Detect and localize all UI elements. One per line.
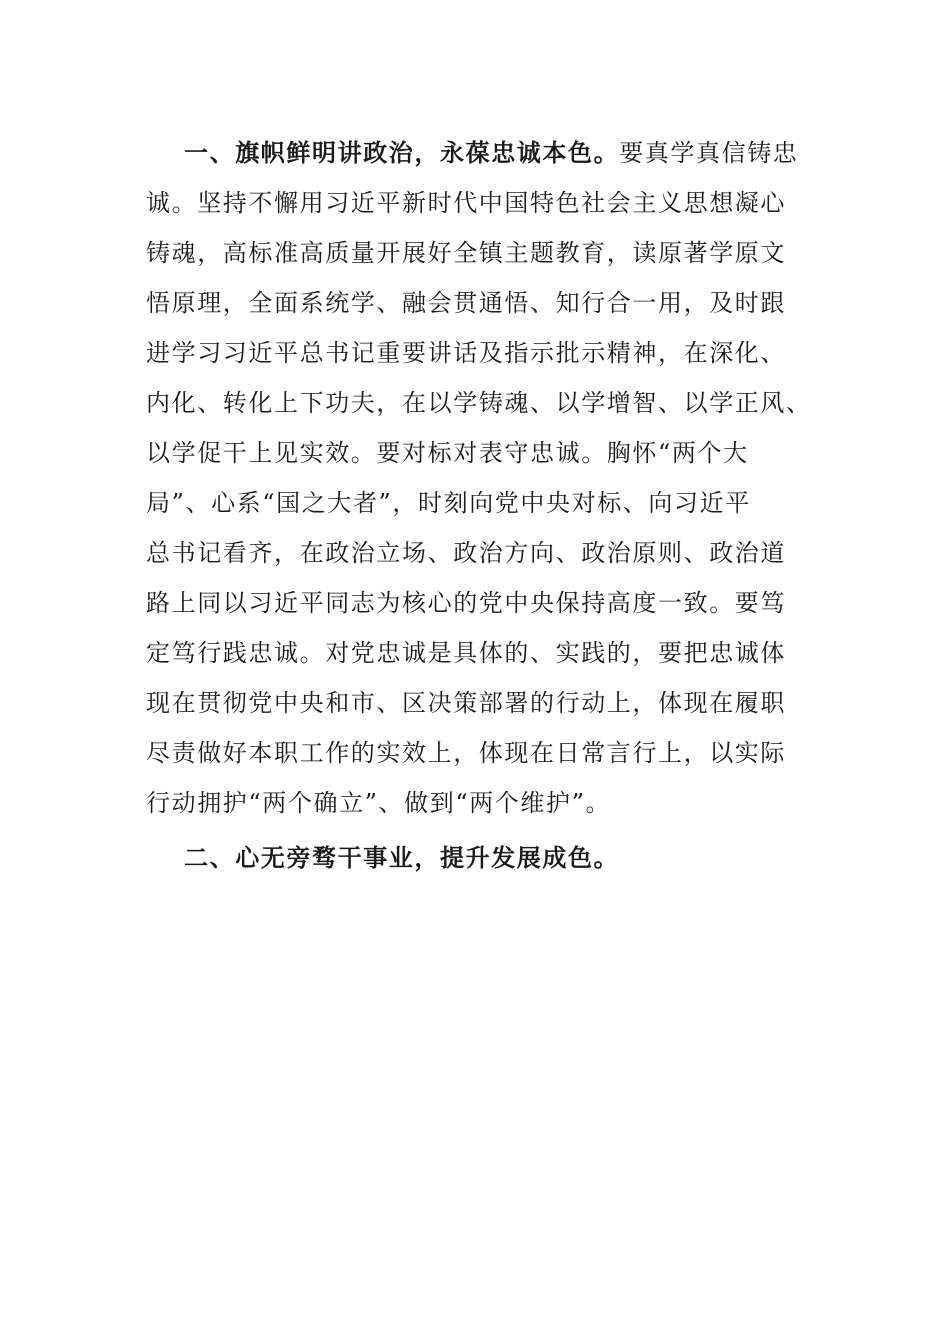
section-heading: 一、旗帜鲜明讲政治，永葆忠诚本色。 xyxy=(184,138,620,167)
body-line: 行动拥护“两个确立”、做到“两个维护”。 xyxy=(146,789,612,817)
body-line: 尽责做好本职工作的实效上，体现在日常言行上，以实际 xyxy=(146,739,786,767)
body-line: 路上同以习近平同志为核心的党中央保持高度一致。要笃 xyxy=(146,589,786,617)
body-line: 局”、心系“国之大者”，时刻向党中央对标、向习近平 xyxy=(146,489,751,517)
body-line: 定笃行践忠诚。对党忠诚是具体的、实践的，要把忠诚体 xyxy=(146,639,786,667)
paragraph-first-line xyxy=(146,128,806,178)
body-line: 进学习习近平总书记重要讲话及指示批示精神，在深化、 xyxy=(146,339,786,367)
body-line: 现在贯彻党中央和市、区决策部署的行动上，体现在履职 xyxy=(146,689,786,717)
section-heading: 二、心无旁骛干事业，提升发展成色。 xyxy=(184,843,620,872)
section-political-loyalty xyxy=(146,128,812,828)
body-text: 要真学真信铸忠 xyxy=(619,139,799,167)
section-career-development xyxy=(146,833,806,883)
body-line: 以学促干上见实效。要对标对表守忠诚。胸怀“两个大 xyxy=(146,439,749,467)
body-line: 悟原理，全面系统学、融会贯通悟、知行合一用，及时跟 xyxy=(146,289,786,317)
body-line: 铸魂，高标准高质量开展好全镇主题教育，读原著学原文 xyxy=(146,239,786,267)
body-line: 总书记看齐，在政治立场、政治方向、政治原则、政治道 xyxy=(146,539,786,567)
body-line: 诚。坚持不懈用习近平新时代中国特色社会主义思想凝心 xyxy=(146,189,786,217)
body-line: 内化、转化上下功夫，在以学铸魂、以学增智、以学正风、 xyxy=(146,389,812,417)
